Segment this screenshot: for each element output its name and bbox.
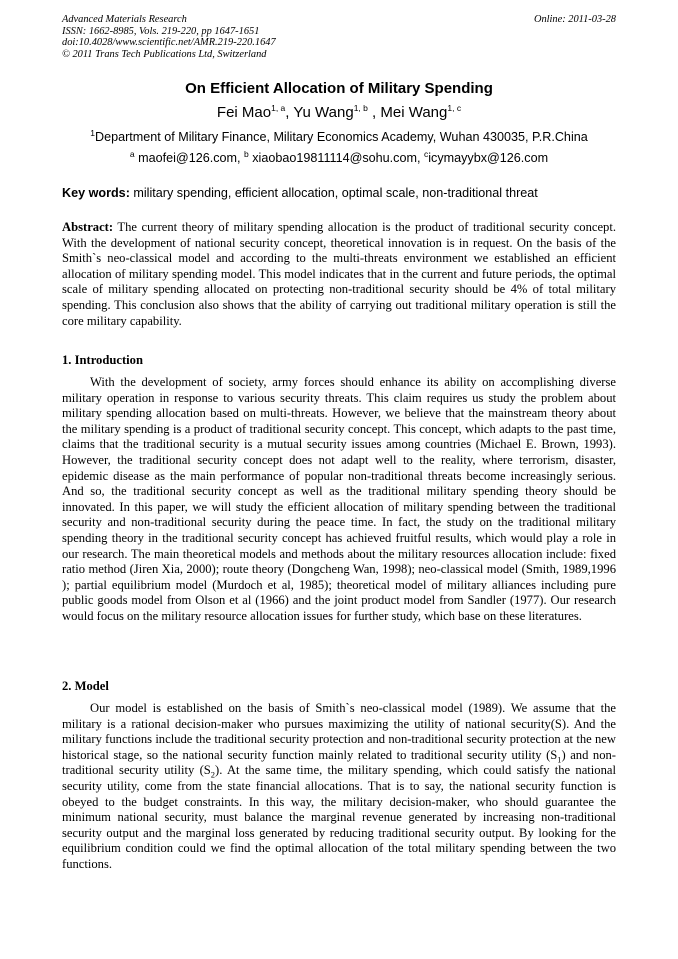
- affiliation: [0, 127, 678, 144]
- journal-header: [62, 14, 616, 60]
- model-text-part: ) and non-traditional security utility (S: [62, 747, 616, 778]
- keywords: [62, 186, 616, 200]
- paper-title: On Efficient Allocation of Military Spending: [185, 80, 493, 97]
- email-address: maofei@126.com: [138, 151, 238, 165]
- author-name: Yu Wang: [293, 104, 354, 121]
- model-text-part: Our model is established on the basis of Smith`s neo-classical model (1989). We assume that the military is a rational decision-maker who pursues maximizing the utility of national security(S). And the military functions include the traditional security protection and non-traditional security protection at the new historical stage, so the national security function mainly related to traditional security utility (S: [62, 701, 616, 762]
- copyright-line: © 2011 Trans Tech Publications Ltd, Switzerland: [62, 48, 267, 60]
- author-name: Fei Mao: [216, 104, 272, 121]
- abstract-label: Abstract:: [62, 220, 114, 234]
- author-separator: ,: [367, 104, 381, 121]
- introduction-paragraph: With the development of society, army forces should enhance its ability on accomplishing diverse military operation in response to various security threats. This claim requires us study the problem about military spending allocation based on multi-threats. However, we believe that the mainstream theory about the military spending is a product of traditional security concept. This concept, which adapts to the past time, claims that the traditional security is a mutual security issues among countries (Michael E. Brown, 1993). However, the traditional security concept does not adapt well to the reality, where terrorism, disaster, epidemic disease as the main performance of popular non-traditional threats become increasingly serious. And so, the traditional security concept as well as the traditional military spending theory should be innovated. In this paper, we will study the efficient allocation of military spending between the traditional security and non-traditional security during the peace time. In fact, the study on the traditional military spending theory in the traditional security concept has achieved fruitful results, which would play a role in our research. The main theoretical models and methods about the military resources allocation include: fixed ratio method (Jiren Xia, 2000); route theory (Dongcheng Wan, 1998); neo-classical model (Smith, 1989,1996 ); partial equilibrium model (Murdoch et al, 1985); theoretical model of military alliances including pure public goods model from Olson et al (1966) and the joint product model from Sandler (1977). Our research would focus on the military resource allocation issues for further study, which base on these literatures.: [62, 375, 616, 623]
- author-name: Mei Wang: [380, 104, 448, 121]
- author-affiliation-marker: 1, a: [271, 103, 286, 113]
- email-separator: ,: [237, 151, 245, 165]
- affiliation-text: Department of Military Finance, Military Economics Academy, Wuhan 430035, P.R.China: [94, 130, 588, 144]
- email-separator: ,: [416, 151, 424, 165]
- email-address: xiaobao19811114@sohu.com: [252, 151, 417, 165]
- online-date: Online: 2011-03-28: [533, 14, 616, 25]
- subscript: 1: [557, 754, 562, 765]
- email-marker: b: [244, 148, 249, 159]
- email-address: icymayybx@126.com: [428, 151, 549, 165]
- email-list: [0, 148, 678, 165]
- doi-line: doi:10.4028/www.scientific.net/AMR.219-220.1647: [62, 37, 276, 48]
- email-marker: c: [423, 148, 429, 159]
- author-list: [0, 104, 678, 121]
- email-marker: a: [129, 148, 135, 159]
- abstract: [62, 220, 616, 329]
- section-heading-model: 2. Model: [62, 679, 109, 693]
- journal-name: Advanced Materials Research: [62, 14, 187, 25]
- author-affiliation-marker: 1, b: [353, 103, 368, 113]
- keywords-text: military spending, efficient allocation, optimal scale, non-traditional threat: [129, 186, 538, 200]
- keywords-label: Key words:: [62, 186, 130, 200]
- affiliation-marker: 1: [90, 127, 95, 138]
- subscript: 2: [210, 769, 216, 780]
- model-paragraph: [62, 701, 616, 873]
- model-text-part: ). At the same time, the military spending, which could satisfy the national security utility, come from the state financial allocations. That is to say, the national security function is obeyed to the budget constraints. In this way, the military decision-maker, who should guarantee the minimum national security, must balance the marginal revenue generated by increasing non-traditional security output and the marginal loss generated by reducing traditional security output. By looking for the equilibrium condition could we find the optimal allocation of the total military spending between the two functions.: [62, 763, 616, 871]
- author-affiliation-marker: 1, c: [447, 103, 462, 113]
- section-heading-introduction: 1. Introduction: [62, 353, 143, 367]
- issn-line: ISSN: 1662-8985, Vols. 219-220, pp 1647-1651: [62, 25, 260, 37]
- abstract-text: The current theory of military spending allocation is the product of traditional security concept. With the development of national security concept, theoretical innovation is in request. On the basis of the Smith`s neo-classical model and according to the multi-threats environment we established an efficient allocation of military spending model. This model indicates that in the current and future periods, the optimal scale of military spending allocated on protecting non-traditional security should be 4% of total military spending. This conclusion also shows that the ability of carrying out traditional military operation is still the core military capability.: [62, 220, 616, 328]
- author-separator: ,: [285, 104, 294, 121]
